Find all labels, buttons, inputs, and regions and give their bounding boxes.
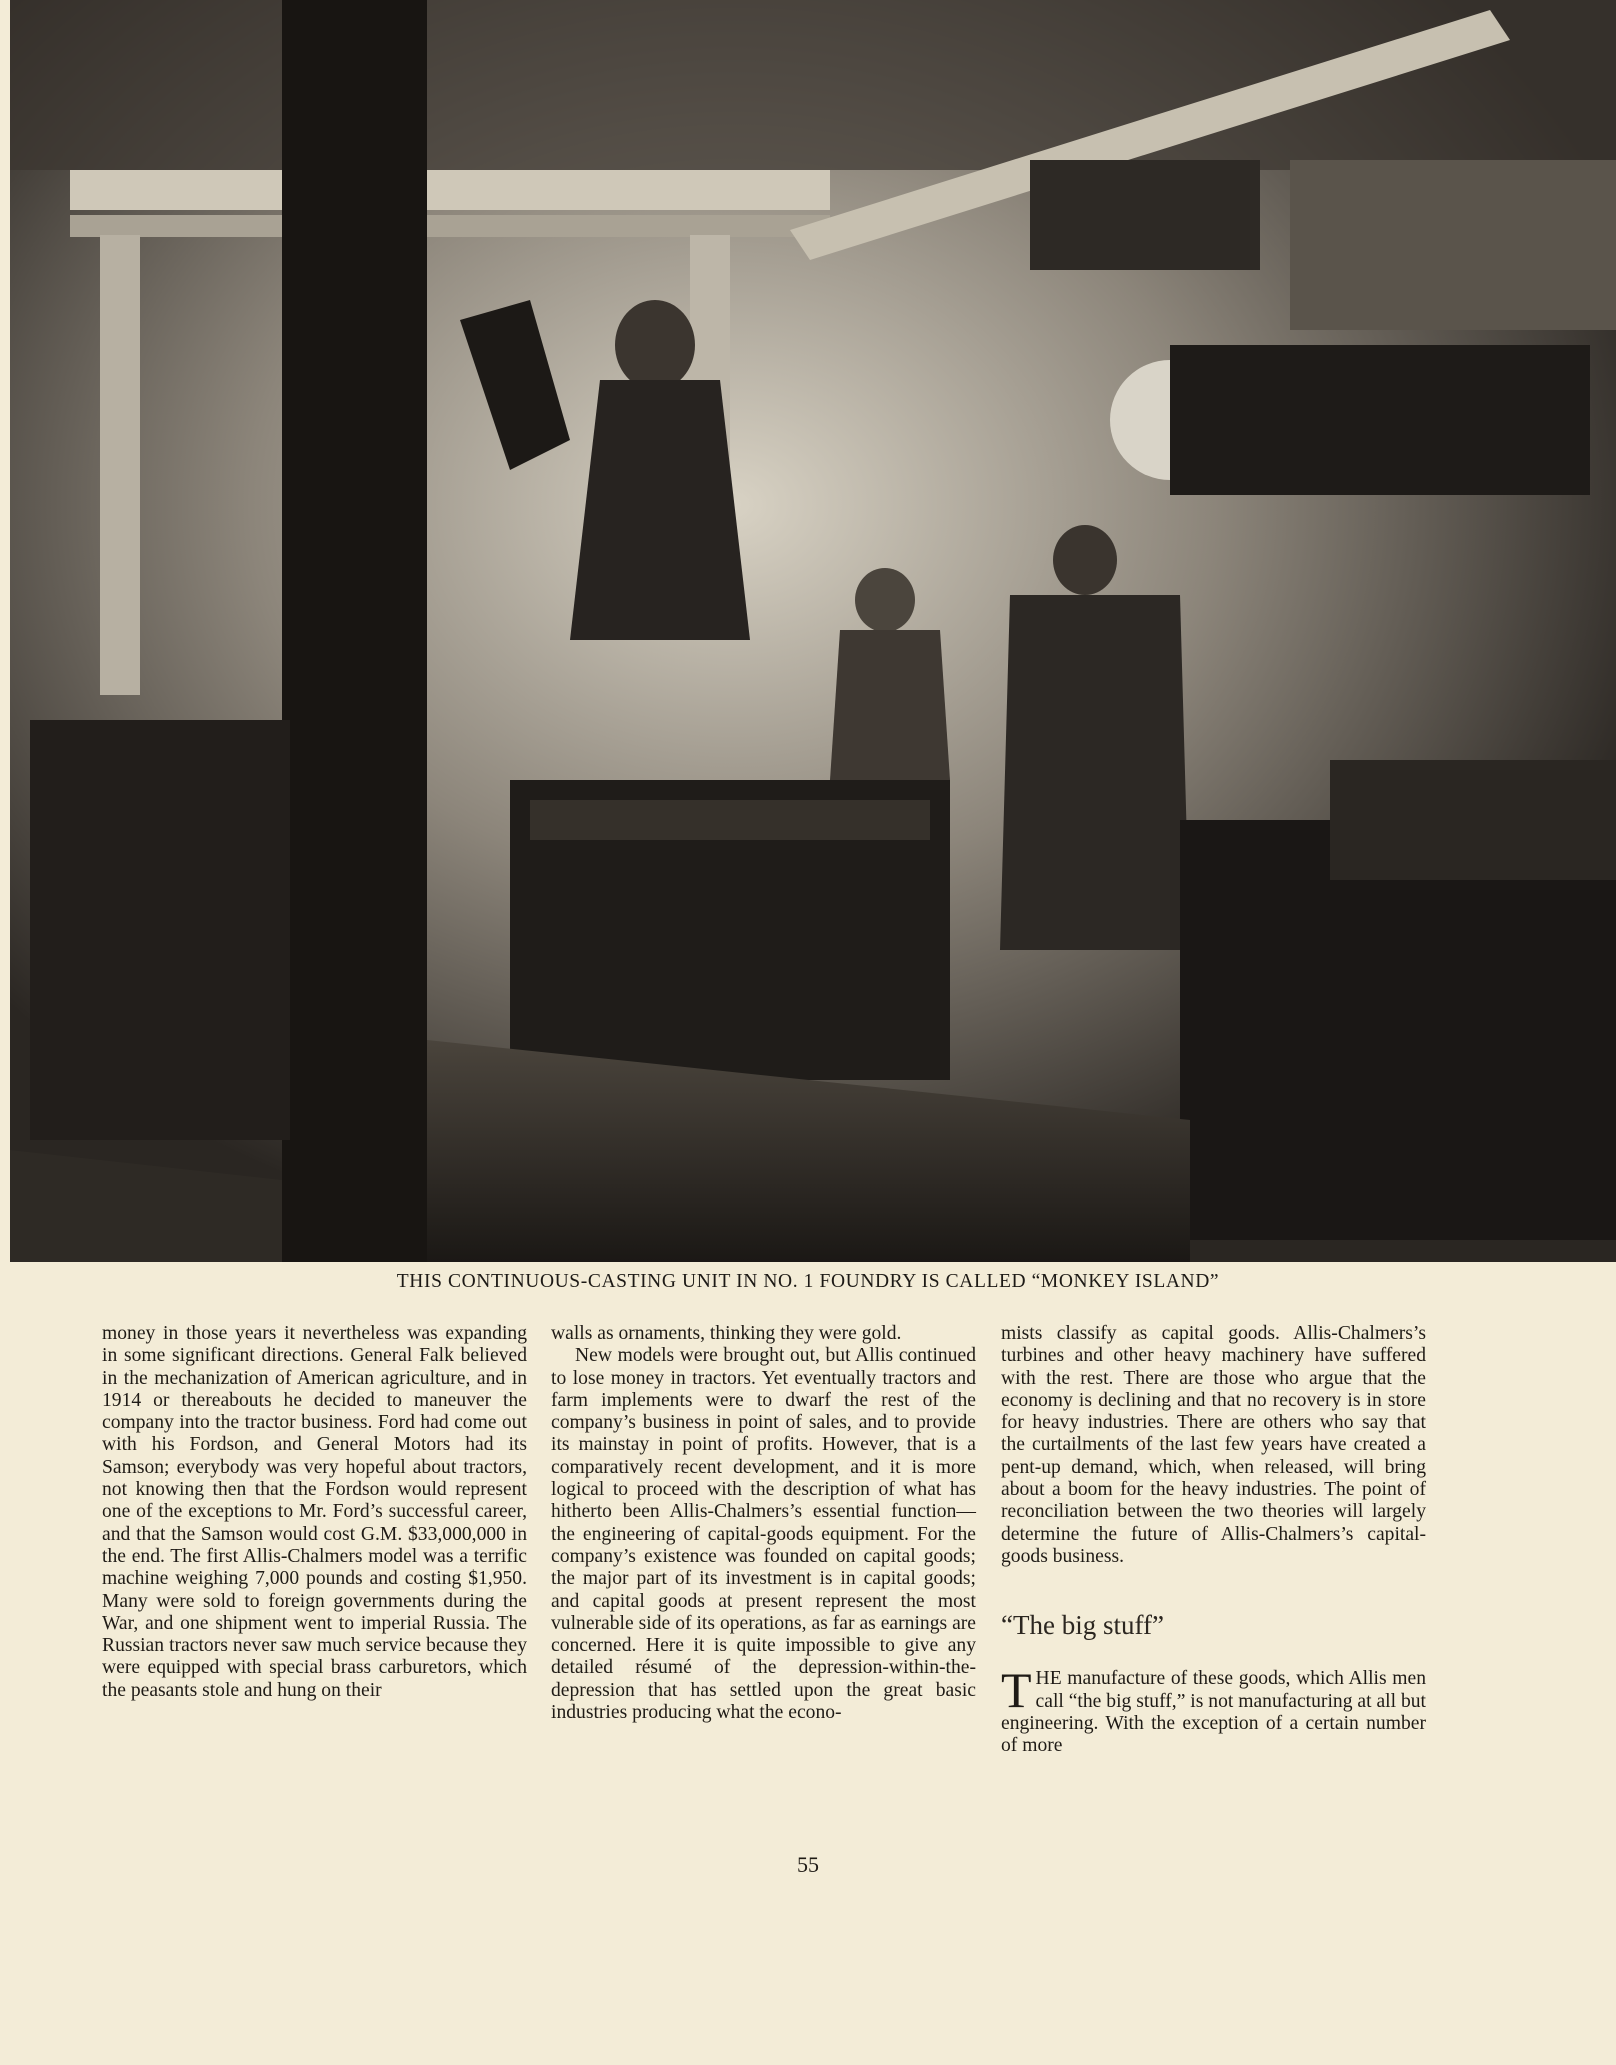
photo-caption: THIS CONTINUOUS-CASTING UNIT IN NO. 1 FOUNDRY IS CALLED “MONKEY ISLAND” (396, 1271, 1220, 1292)
paragraph: walls as ornaments, thinking they were gold. (551, 1323, 902, 1344)
paragraph-with-drop-cap: THE manufacture of these goods, which Allis men call “the big stuff,” is not manufacturing at all but engineering. With the exception of a certain number of more (1001, 1662, 1426, 1757)
text-column-1 (102, 1323, 527, 1702)
paragraph: mists classify as capital goods. Allis-Chalmers’s turbines and other heavy machinery have suffered with the rest. There are those who argue that the economy is declining and that no recovery is in store for heavy industries. There are others who say that the curtailments of the last few years have created a pent-up demand, which, when released, will bring about a boom for the heavy industries. The point of reconciliation between the two theories will largely determine the future of Allis-Chalmers’s capital-goods business. (1001, 1323, 1426, 1567)
foundry-photo-graphic (10, 0, 1616, 1262)
paragraph: money in those years it nevertheless was expanding in some significant directions. General Falk believed in the mechanization of American agriculture, and in 1914 or thereabouts he decided to maneuver the company into the tractor business. Ford had come out with his Fordson, and General Motors had its Samson; everybody was very hopeful about tractors, not knowing then that the Fordson would represent one of the exceptions to Mr. Ford’s successful career, and that the Samson would cost G.M. $33,000,000 in the end. The first Allis-Chalmers model was a terrific machine weighing 7,000 pounds and costing $1,950. Many were sold to foreign governments during the War, and one shipment went to imperial Russia. The Russian tractors never saw much service because they were equipped with special brass carburetors, which the peasants stole and hung on their (102, 1323, 527, 1701)
text-column-2 (551, 1323, 976, 1724)
text-column-3 (1001, 1323, 1426, 1757)
section-heading: “The big stuff” (1001, 1610, 1164, 1641)
paragraph: New models were brought out, but Allis continued to lose money in tractors. Yet eventually tractors and farm implements were to dwarf the rest of the company’s business in point of sales, and to provide its mainstay in point of profits. However, that is a comparatively recent development, and it is more logical to proceed with the description of what has hitherto been Allis-Chalmers’s essential function—the engineering of capital-goods equipment. For the company’s existence was founded on capital goods; the major part of its investment is in capital goods; and capital goods at present represent the most vulnerable side of its operations, as far as earnings are concerned. Here it is quite impossible to give any detailed résumé of the depression-within-the-depression that has settled upon the great basic industries producing what the econo- (551, 1345, 976, 1724)
page-number: 55 (797, 1852, 819, 1877)
foundry-photo (10, 0, 1616, 1262)
